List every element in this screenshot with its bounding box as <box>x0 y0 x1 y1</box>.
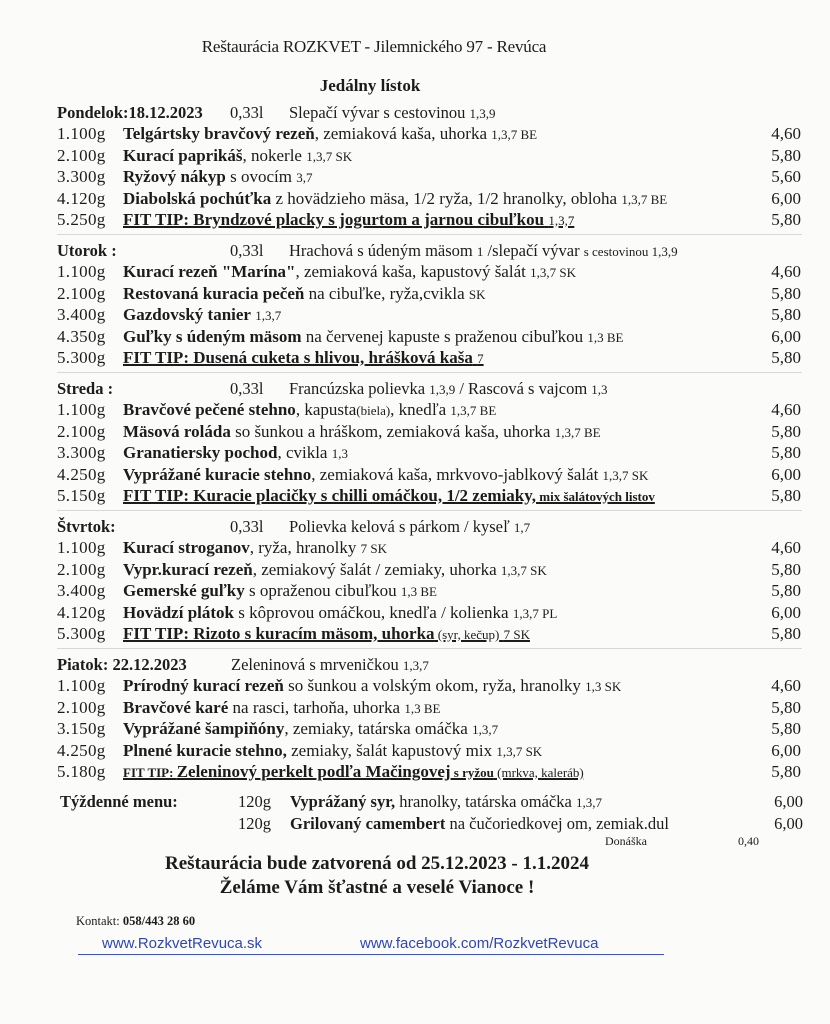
day-header <box>57 241 817 262</box>
menu-item-price: 4,60 <box>771 124 801 143</box>
day-name: Štvrtok: <box>57 517 116 536</box>
weekly-item-weight: 120g <box>238 814 271 833</box>
menu-item-number-weight: 5.250g <box>57 210 106 229</box>
menu-item <box>57 486 817 508</box>
menu-item-number-weight: 3.400g <box>57 305 106 324</box>
menu-item-number-weight: 1.100g <box>57 538 106 557</box>
day-header <box>57 103 817 124</box>
menu-item <box>57 560 817 582</box>
weekly-item-price: 6,00 <box>774 792 803 811</box>
menu-item-number-weight: 2.100g <box>57 559 106 579</box>
menu-item <box>57 538 817 560</box>
christmas-wishes: Želáme Vám šťastné a veselé Vianoce ! <box>219 877 535 898</box>
menu-item <box>57 741 817 763</box>
delivery-label: Donáška <box>605 834 647 848</box>
menu-item-price: 5,80 <box>771 486 801 505</box>
menu-item <box>57 465 817 487</box>
menu-item <box>57 210 817 232</box>
closed-notice: Reštaurácia bude zatvorená od 25.12.2023 - 1.1.2024 <box>165 853 589 874</box>
menu-item-price: 5,80 <box>771 697 801 717</box>
menu-item-number-weight: 1.100g <box>57 124 106 143</box>
menu-item-price: 5,60 <box>771 167 801 186</box>
menu-item-price: 6,00 <box>771 740 801 760</box>
menu-item <box>57 146 817 168</box>
weekly-item <box>60 814 820 835</box>
menu-item-description: Mäsová roláda so šunkou a hráškom, zemiaková kaša, uhorka 1,3,7 BE <box>123 421 601 441</box>
menu-item <box>57 676 817 698</box>
menu-item <box>57 719 817 741</box>
weekly-item <box>60 792 820 813</box>
menu-item-price: 5,80 <box>771 283 801 303</box>
menu-item-price: 6,00 <box>771 602 801 622</box>
menu-item-price: 6,00 <box>771 464 801 484</box>
restaurant-header: Reštaurácia ROZKVET - Jilemnického 97 - Revúca <box>201 37 547 56</box>
menu-item-description: Hovädzí plátok s kôprovou omáčkou, knedľa / kolienka 1,3,7 PL <box>123 602 558 622</box>
menu-item-number-weight: 4.250g <box>57 464 106 484</box>
menu-item <box>57 603 817 625</box>
section-divider <box>57 372 802 373</box>
menu-item-description: Granatiersky pochod, cvikla 1,3 <box>123 443 348 462</box>
day-header <box>57 517 817 538</box>
menu-item-number-weight: 3.150g <box>57 719 106 738</box>
menu-item-number-weight: 2.100g <box>57 421 106 441</box>
menu-item-description: Bravčové pečené stehno, kapusta(biela), knedľa 1,3,7 BE <box>123 400 497 419</box>
day-header <box>57 379 817 400</box>
day-section <box>57 655 817 784</box>
menu-item-number-weight: 2.100g <box>57 283 106 303</box>
menu-item-price: 5,80 <box>771 210 801 229</box>
day-name: Pondelok:18.12.2023 <box>57 103 203 122</box>
menu-item-number-weight: 3.300g <box>57 167 106 186</box>
menu-item-price: 5,80 <box>771 719 801 738</box>
menu-item-price: 5,80 <box>771 581 801 600</box>
contact-label: Kontakt: <box>76 914 120 928</box>
soup: Slepačí vývar s cestovinou 1,3,9 <box>289 103 496 122</box>
menu-item <box>57 422 817 444</box>
menu-item-number-weight: 5.150g <box>57 486 106 505</box>
menu-item <box>57 400 817 422</box>
day-name: Streda : <box>57 379 114 398</box>
menu-item-number-weight: 4.350g <box>57 326 106 346</box>
menu-item-number-weight: 4.250g <box>57 740 106 760</box>
menu-item-description: Bravčové karé na rasci, tarhoňa, uhorka 1,3 BE <box>123 697 441 717</box>
weekly-item-description: Vyprážaný syr, hranolky, tatárska omáčka 1,3,7 <box>290 792 602 811</box>
menu-item-description: FIT TIP: Bryndzové placky s jogurtom a jarnou cibuľkou 1,3,7 <box>123 210 575 229</box>
menu-item-number-weight: 2.100g <box>57 697 106 717</box>
menu-item-number-weight: 4.120g <box>57 602 106 622</box>
soup-size: 0,33l <box>230 103 264 122</box>
section-divider <box>57 510 802 511</box>
delivery-price: 0,40 <box>738 834 759 848</box>
day-name: Utorok : <box>57 241 117 260</box>
menu-item <box>57 581 817 603</box>
menu-item-description: Telgártsky bravčový rezeň, zemiaková kaša, uhorka 1,3,7 BE <box>123 124 538 143</box>
menu-item-description: FIT TIP: Zeleninový perkelt podľa Mačingovej s ryžou (mrkva, kaleráb) <box>123 762 584 781</box>
menu-item-description: Diabolská pochúťka z hovädzieho mäsa, 1/2 ryža, 1/2 hranolky, obloha 1,3,7 BE <box>123 188 668 208</box>
links-row <box>78 932 664 955</box>
menu-item-price: 5,80 <box>771 624 801 643</box>
menu-item <box>57 624 817 646</box>
menu-item-price: 5,80 <box>771 305 801 324</box>
website-link[interactable]: www.RozkvetRevuca.sk <box>102 935 263 952</box>
menu-item-price: 4,60 <box>771 262 801 281</box>
menu-item-number-weight: 1.100g <box>57 400 106 419</box>
menu-item-number-weight: 4.120g <box>57 188 106 208</box>
menu-item-description: Guľky s údeným mäsom na červenej kapuste s praženou cibuľkou 1,3 BE <box>123 326 624 346</box>
contact-phone[interactable]: 058/443 28 60 <box>122 914 196 928</box>
menu-item-description: Prírodný kurací rezeň so šunkou a volským okom, ryža, hranolky 1,3 SK <box>123 676 622 695</box>
soup-size: 0,33l <box>230 517 264 536</box>
menu-item <box>57 262 817 284</box>
menu-item <box>57 124 817 146</box>
soup: Hrachová s údeným mäsom 1 /slepačí vývar s cestovinou 1,3,9 <box>289 241 678 260</box>
menu-item-price: 5,80 <box>771 443 801 462</box>
facebook-link[interactable]: www.facebook.com/RozkvetRevuca <box>360 935 599 952</box>
menu-item-price: 4,60 <box>771 400 801 419</box>
menu-item <box>57 189 817 211</box>
menu-item-number-weight: 3.400g <box>57 581 106 600</box>
menu-item-description: Kurací paprikáš, nokerle 1,3,7 SK <box>123 145 353 165</box>
menu-item <box>57 762 817 784</box>
day-name: Piatok: 22.12.2023 <box>57 655 187 674</box>
menu-item-price: 6,00 <box>771 326 801 346</box>
menu-item-number-weight: 2.100g <box>57 145 106 165</box>
day-section <box>57 379 817 508</box>
menu-item-number-weight: 3.300g <box>57 443 106 462</box>
menu-item-description: Kurací rezeň "Marína", zemiaková kaša, kapustový šalát 1,3,7 SK <box>123 262 576 281</box>
menu-item-price: 5,80 <box>771 145 801 165</box>
weekly-item-price: 6,00 <box>774 814 803 833</box>
menu-item-description: Gemerské guľky s opraženou cibuľkou 1,3 BE <box>123 581 437 600</box>
menu-item-description: FIT TIP: Dusená cuketa s hlivou, hrášková kaša 7 <box>123 348 484 367</box>
menu-item-description: Vyprážané šampiňóny, zemiaky, tatárska omáčka 1,3,7 <box>123 719 499 738</box>
soup-size: 0,33l <box>230 379 264 398</box>
soup: Francúzska polievka 1,3,9 / Rascová s vajcom 1,3 <box>289 379 608 398</box>
menu-item-description: FIT TIP: Kuracie placičky s chilli omáčkou, 1/2 zemiaky, mix šalátových listov <box>123 486 655 505</box>
weekly-item-weight: 120g <box>238 792 271 811</box>
section-divider <box>57 648 802 649</box>
soup: Polievka kelová s párkom / kyseľ 1,7 <box>289 517 531 536</box>
soup: Zeleninová s mrveničkou 1,3,7 <box>231 655 429 674</box>
menu-item-description: Plnené kuracie stehno, zemiaky, šalát kapustový mix 1,3,7 SK <box>123 740 543 760</box>
weekly-menu-label: Týždenné menu: <box>60 792 178 811</box>
menu-item-price: 5,80 <box>771 559 801 579</box>
day-section <box>57 103 817 232</box>
menu-item <box>57 348 817 370</box>
menu-item-price: 5,80 <box>771 348 801 367</box>
menu-item-description: Gazdovský tanier 1,3,7 <box>123 305 282 324</box>
menu-item-description: Kurací stroganov, ryža, hranolky 7 SK <box>123 538 388 557</box>
contact-info <box>76 914 195 929</box>
menu-item-description: Vyprážané kuracie stehno, zemiaková kaša, mrkvovo-jablkový šalát 1,3,7 SK <box>123 464 649 484</box>
menu-title: Jedálny lístok <box>319 76 421 95</box>
menu-item-price: 5,80 <box>771 762 801 781</box>
menu-item-number-weight: 1.100g <box>57 676 106 695</box>
soup-size: 0,33l <box>230 241 264 260</box>
menu-item <box>57 698 817 720</box>
menu-item-description: FIT TIP: Rizoto s kuracím mäsom, uhorka (syr, kečup) 7 SK <box>123 624 530 643</box>
menu-item <box>57 167 817 189</box>
day-header <box>57 655 817 676</box>
day-section <box>57 241 817 370</box>
menu-item-number-weight: 5.180g <box>57 762 106 781</box>
menu-item-number-weight: 5.300g <box>57 624 106 643</box>
menu-item <box>57 284 817 306</box>
menu-item-description: Ryžový nákyp s ovocím 3,7 <box>123 167 313 186</box>
menu-item-price: 6,00 <box>771 188 801 208</box>
menu-item <box>57 443 817 465</box>
section-divider <box>57 234 802 235</box>
menu-item-price: 4,60 <box>771 538 801 557</box>
menu-item-number-weight: 5.300g <box>57 348 106 367</box>
menu-item-price: 5,80 <box>771 421 801 441</box>
day-section <box>57 517 817 646</box>
menu-item-description: Restovaná kuracia pečeň na cibuľke, ryža,cvikla SK <box>123 283 486 303</box>
menu-item-price: 4,60 <box>771 676 801 695</box>
weekly-item-description: Grilovaný camembert na čučoriedkovej om, zemiak.dul <box>290 814 669 833</box>
menu-item <box>57 327 817 349</box>
menu-item <box>57 305 817 327</box>
menu-item-description: Vypr.kurací rezeň, zemiakový šalát / zemiaky, uhorka 1,3,7 SK <box>123 559 547 579</box>
menu-item-number-weight: 1.100g <box>57 262 106 281</box>
